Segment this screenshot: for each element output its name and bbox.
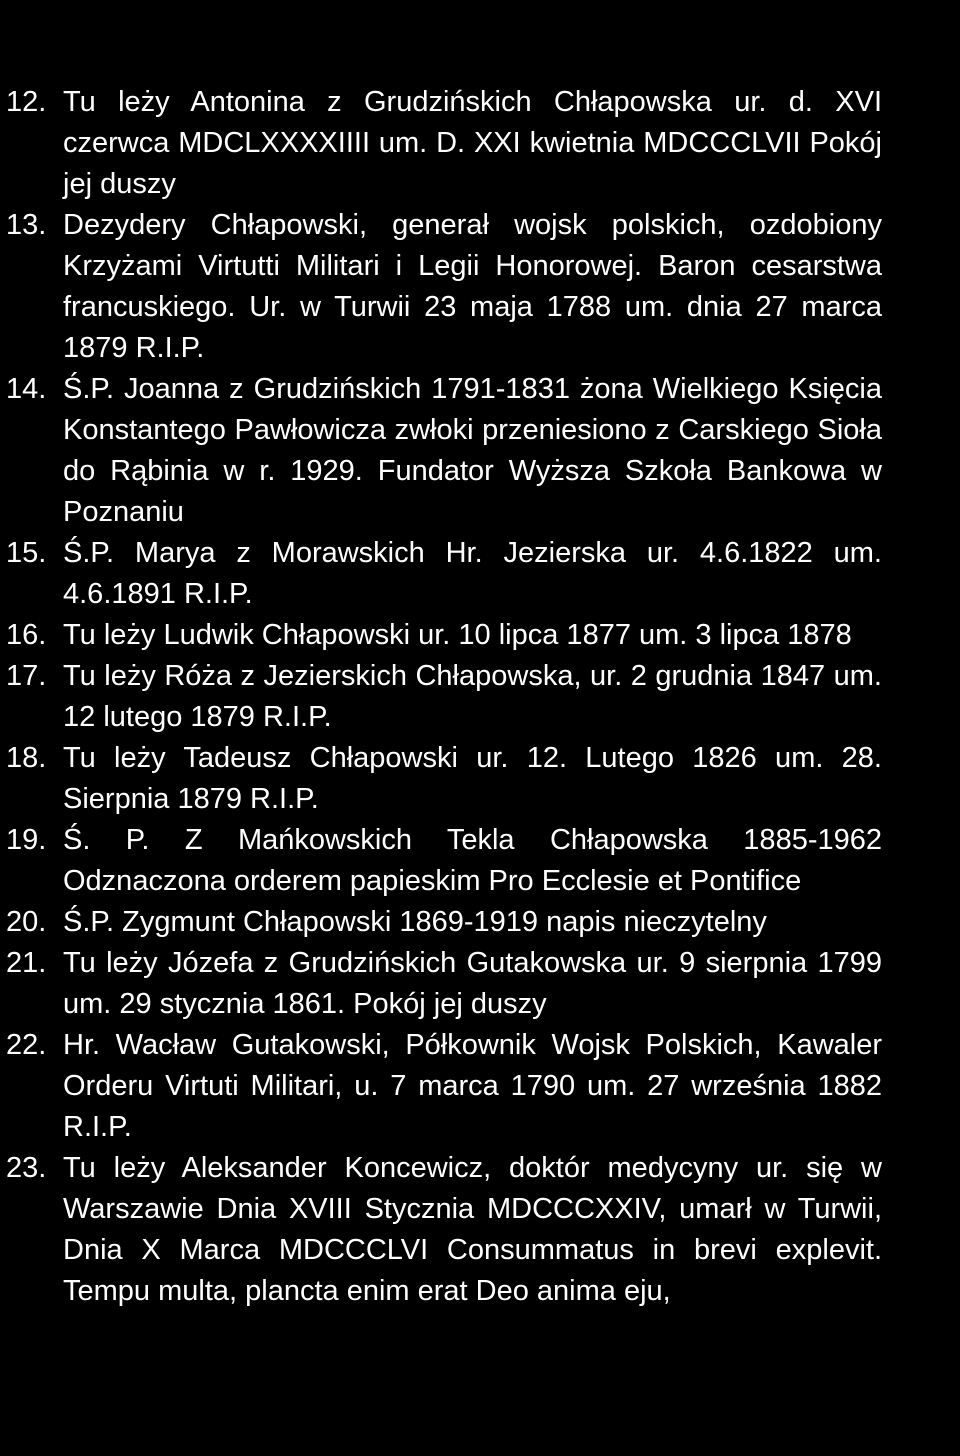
list-item	[0, 656, 960, 738]
list-item	[0, 369, 960, 533]
list-item	[0, 943, 960, 1025]
entry-text: Ś.P. Zygmunt Chłapowski 1869-1919 napis nieczytelny	[63, 906, 767, 938]
entry-number: 18.	[6, 742, 47, 774]
list-item	[0, 820, 960, 902]
entry-number: 19.	[6, 824, 47, 856]
entry-text: Ś.P. Joanna z Grudzińskich 1791-1831 żona Wielkiego Księcia Konstantego Pawłowicza zwłoki przeniesiono z Carskiego Sioła do Rąbinia w r. 1929. Fundator Wyższa Szkoła Bankowa w Poznaniu	[63, 373, 882, 528]
list-item	[0, 533, 960, 615]
list-item	[0, 1148, 960, 1312]
entry-number: 21.	[6, 947, 47, 979]
entry-text: Tu leży Aleksander Koncewicz, doktór medycyny ur. się w Warszawie Dnia XVIII Stycznia MDCCCXXIV, umarł w Turwii, Dnia X Marca MDCCCLVI Consummatus in brevi explevit. Tempu multa, plancta enim erat Deo anima eju,	[63, 1152, 882, 1307]
entry-number: 22.	[6, 1029, 47, 1061]
entry-text: Tu leży Tadeusz Chłapowski ur. 12. Lutego 1826 um. 28. Sierpnia 1879 R.I.P.	[63, 742, 882, 815]
entry-number: 23.	[6, 1152, 47, 1184]
list-item	[0, 615, 960, 656]
list-item	[0, 738, 960, 820]
entry-number: 20.	[6, 906, 47, 938]
entry-number: 16.	[6, 619, 47, 651]
entry-text: Hr. Wacław Gutakowski, Półkownik Wojsk Polskich, Kawaler Orderu Virtuti Militari, u. 7 marca 1790 um. 27 września 1882 R.I.P.	[63, 1029, 882, 1143]
entry-number: 14.	[6, 373, 47, 405]
entry-text: Tu leży Ludwik Chłapowski ur. 10 lipca 1877 um. 3 lipca 1878	[63, 619, 852, 651]
entry-number: 15.	[6, 537, 47, 569]
entry-number: 13.	[6, 209, 47, 241]
entry-text: Tu leży Józefa z Grudzińskich Gutakowska ur. 9 sierpnia 1799 um. 29 stycznia 1861. Pokój jej duszy	[63, 947, 882, 1020]
entry-text: Tu leży Róża z Jezierskich Chłapowska, ur. 2 grudnia 1847 um. 12 lutego 1879 R.I.P.	[63, 660, 882, 733]
entry-text: Ś. P. Z Mańkowskich Tekla Chłapowska 1885-1962 Odznaczona orderem papieskim Pro Ecclesie et Pontifice	[63, 824, 882, 897]
entry-text: Dezydery Chłapowski, generał wojsk polskich, ozdobiony Krzyżami Virtutti Militari i Legii Honorowej. Baron cesarstwa francuskiego. Ur. w Turwii 23 maja 1788 um. dnia 27 marca 1879 R.I.P.	[63, 209, 882, 364]
list-item	[0, 82, 960, 205]
entry-number: 17.	[6, 660, 47, 692]
list-item	[0, 1025, 960, 1148]
entry-number: 12.	[6, 86, 47, 118]
list-item	[0, 205, 960, 369]
list-item	[0, 902, 960, 943]
entry-text: Tu leży Antonina z Grudzińskich Chłapowska ur. d. XVI czerwca MDCLXXXXIIII um. D. XXI kwietnia MDCCCLVII Pokój jej duszy	[63, 86, 882, 200]
entry-text: Ś.P. Marya z Morawskich Hr. Jezierska ur. 4.6.1822 um. 4.6.1891 R.I.P.	[63, 537, 882, 610]
epitaph-list	[0, 82, 960, 1312]
